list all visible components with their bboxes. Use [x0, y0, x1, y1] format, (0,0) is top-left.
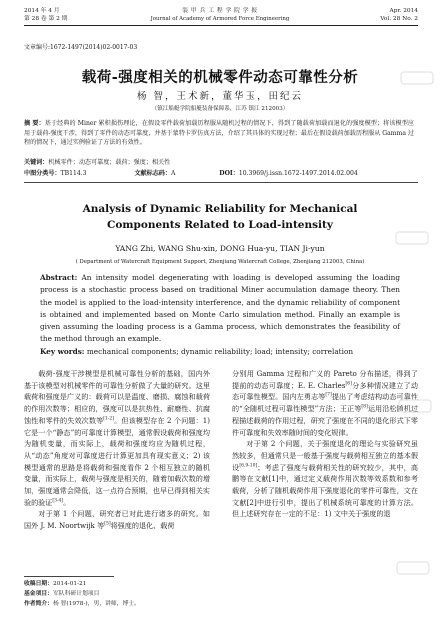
abstract-cn-label: 摘 要： — [24, 120, 45, 127]
body-right-p1-mid: 分多种情况建立了动态可靠性模型。国内左勇志等 — [232, 380, 418, 402]
abstract-en-text: An intensity model degenerating with loading is developed assuming the loading process is a stochastic process based on traditional Miner accumulation damage theory. Then the model is applied to the load-intensity interference, and the dynamic reliability of component is obtained and implemented based on Monte Carlo simulation method. Finally an example is given assuming the loading process is a Gamma process, which demonstrates the feasibility of the method through an example. — [40, 273, 400, 344]
title-en-line1: Analysis of Dynamic Reliability for Mechanical — [82, 203, 358, 215]
doc-code-label: 文献标志码： — [134, 170, 171, 177]
body-right-p1-text: 分别用 Gamma 过程和广义的 Pareto 分布描述，得到了提前的动态可靠度；E. E. Charles — [232, 369, 418, 390]
author-bio-text: 杨 智(1978-)，男，讲师，博士。 — [53, 601, 140, 607]
classification-line — [24, 169, 424, 179]
abstract-en-label: Abstract: — [40, 273, 78, 282]
fund-text: 军队科研计划项目 — [53, 591, 100, 597]
fund-label: 基金项目： — [24, 591, 53, 597]
citation-ref[interactable]: [8] — [361, 404, 368, 410]
keywords-en-text: mechanical components; dynamic reliability; load; intensity; correlation — [84, 347, 354, 356]
header-volume-cn: 第 28 卷 第 2 期 — [24, 16, 68, 22]
author-bio-label: 作者简介： — [24, 601, 53, 607]
body-left-paragraph-2 — [24, 508, 210, 531]
clc-code: TB114.3 — [60, 170, 87, 177]
received-label: 收稿日期： — [24, 581, 53, 587]
header-date-cn: 2014 年 4 月 — [24, 8, 60, 14]
footer-author — [24, 600, 140, 608]
body-right-p2-mid: ；考虑了强度与载荷相关性的研究较少，其中，高鹏等在文献[1]中，通过定义载荷作用次数等效系数和参考载荷，分析了随机载荷作用下强度退化的零件可靠性，文在文献[2]中进行引申，提出了机械系统可靠度的计算方法。但上述研究存在一定的不足：1) 文中关于强度的退 — [232, 462, 419, 519]
body-left-p1-end: 。 — [63, 497, 71, 507]
header-journal-name-en: Journal of Academy of Armored Force Engineering — [150, 16, 290, 22]
body-right-p1-tail: 运用沿松随机过程描述载荷的作用过程，研究了强度在不同的退化形式下零件可靠度和失效率随时间的变化规律。 — [232, 404, 418, 437]
body-left-p1-tail: 。但该模型存在 2 个问题：1) 它是一个“静态”的可靠度计算模型，通常假设载荷和强度均为随机变量，而实际上，载荷和强度均应为随机过程，从“动态”角度对可靠度进行计算更加具有现实意义；2) 该模型通常的思路是将载荷和强度看作 2 个相互独立的随机变量，而实际上，载荷与强度是相关的，随着加载次数的增加，强度通常会降低，这一点符合预期，也早已得到相关实验的验证 — [24, 415, 210, 507]
received-date: 2014-01-21 — [53, 581, 87, 587]
doc-code: A — [171, 170, 176, 177]
citation-ref[interactable]: [5] — [104, 521, 111, 527]
doi-label: DOI： — [219, 170, 239, 177]
citation-ref[interactable]: [7] — [325, 393, 332, 399]
header-date-en: Apr. 2014 — [389, 8, 418, 14]
header-rule — [24, 25, 418, 26]
affiliation-cn: （镇江船艇学院船艇装备保障系，江苏 镇江 212003） — [151, 106, 289, 112]
title-en-line2: Components Related to Load-intensity — [107, 219, 333, 231]
body-right-paragraph-1 — [232, 368, 418, 438]
body-left-paragraph-1 — [24, 368, 210, 508]
body-right-paragraph-2 — [232, 438, 418, 520]
abstract-divider — [24, 182, 418, 183]
body-column-left — [24, 368, 210, 532]
doi-value: 10.3969/j.issn.1672-1497.2014.02.004 — [238, 170, 358, 177]
body-left-p2-text: 对于第 1 个问题，研究者已对此进行诸多的研究。如国外 J. M. Noortwijk 等 — [24, 509, 210, 531]
citation-ref[interactable]: [1-2] — [103, 416, 115, 422]
article-number: 文章编号:1672-1497(2014)02-0017-03 — [24, 44, 138, 51]
abstract-en — [40, 272, 400, 346]
keywords-cn-label: 关键词： — [24, 159, 49, 166]
watermark-stamp-icon — [400, 70, 434, 86]
citation-ref[interactable]: [6] — [345, 381, 352, 387]
title-cn: 载荷-强度相关的机械零件动态可靠性分析 — [81, 69, 359, 86]
body-left-p2-tail: 将强度的退化、载荷 — [110, 521, 175, 531]
abstract-cn-text: 基于经典的 Miner 累积损伤理论，在假设零件载荷加载历程服从随机过程的情况下，得到了随载荷加载而退化的强度模型；将该模型应用于载荷-强度干涉，得到了零件的动态可靠度，并基于蒙特卡罗仿真方法，介绍了其具体的实现过程；最后在假设载荷加载历程服从 Gamma 过程的情况下，通过实例验证了方法的有效性。 — [24, 120, 414, 147]
footer-received — [24, 580, 86, 588]
citation-ref[interactable]: [6,9-10] — [239, 463, 258, 469]
keywords-en — [40, 346, 400, 358]
footer-rule — [24, 576, 114, 577]
authors-cn: 杨 智，王术新，董华玉，田纪云 — [136, 91, 304, 102]
clc-label: 中图分类号： — [24, 170, 61, 177]
affiliation-en: ( Department of Watercraft Equipment Support, Zhenjiang Watercraft College, Zhenjiang 212003, China) — [75, 259, 365, 265]
authors-en: YANG Zhi, WANG Shu-xin, DONG Hua-yu, TIAN Ji-yun — [115, 244, 325, 253]
keywords-en-label: Key words: — [40, 347, 85, 356]
body-right-p2-text: 对于第 2 个问题，关于强度退化的理论与实验研究虽然较多，但通常只是一般基于强度与载荷相互独立的基本假设 — [232, 439, 418, 472]
body-column-right — [232, 368, 418, 520]
watermark-stamp-icon — [398, 398, 432, 414]
citation-ref[interactable]: [3-4] — [52, 498, 64, 504]
footer-fund — [24, 590, 99, 598]
header-journal-name-cn: 装 甲 兵 工 程 学 院 学 报 — [182, 8, 258, 14]
keywords-cn-text: 机械零件；动态可靠度；载荷；强度；相关性 — [48, 159, 171, 166]
abstract-cn — [24, 119, 414, 148]
keywords-cn — [24, 158, 414, 168]
watermark-stamp-icon — [396, 560, 430, 576]
header-volume-en: Vol. 28 No. 2 — [380, 16, 418, 22]
body-right-p1-mid2: 提出了考虑结构动态可靠性的“全随机过程可靠性模型”方法；王正等 — [232, 392, 419, 414]
watermark-stamp-icon — [395, 230, 429, 246]
body-left-p1-text: 载荷-强度干涉模型是机械可靠性分析的基础，国内外基于该模型对机械零件的可靠性分析做了大量的研究。这里载荷和强度是广义的：载荷可以是温度、磨损、腐蚀和载荷的作用次数等；相应的，强度可以是抗热性、耐磨性、抗腐蚀性和零件的失效次数等 — [24, 369, 210, 425]
